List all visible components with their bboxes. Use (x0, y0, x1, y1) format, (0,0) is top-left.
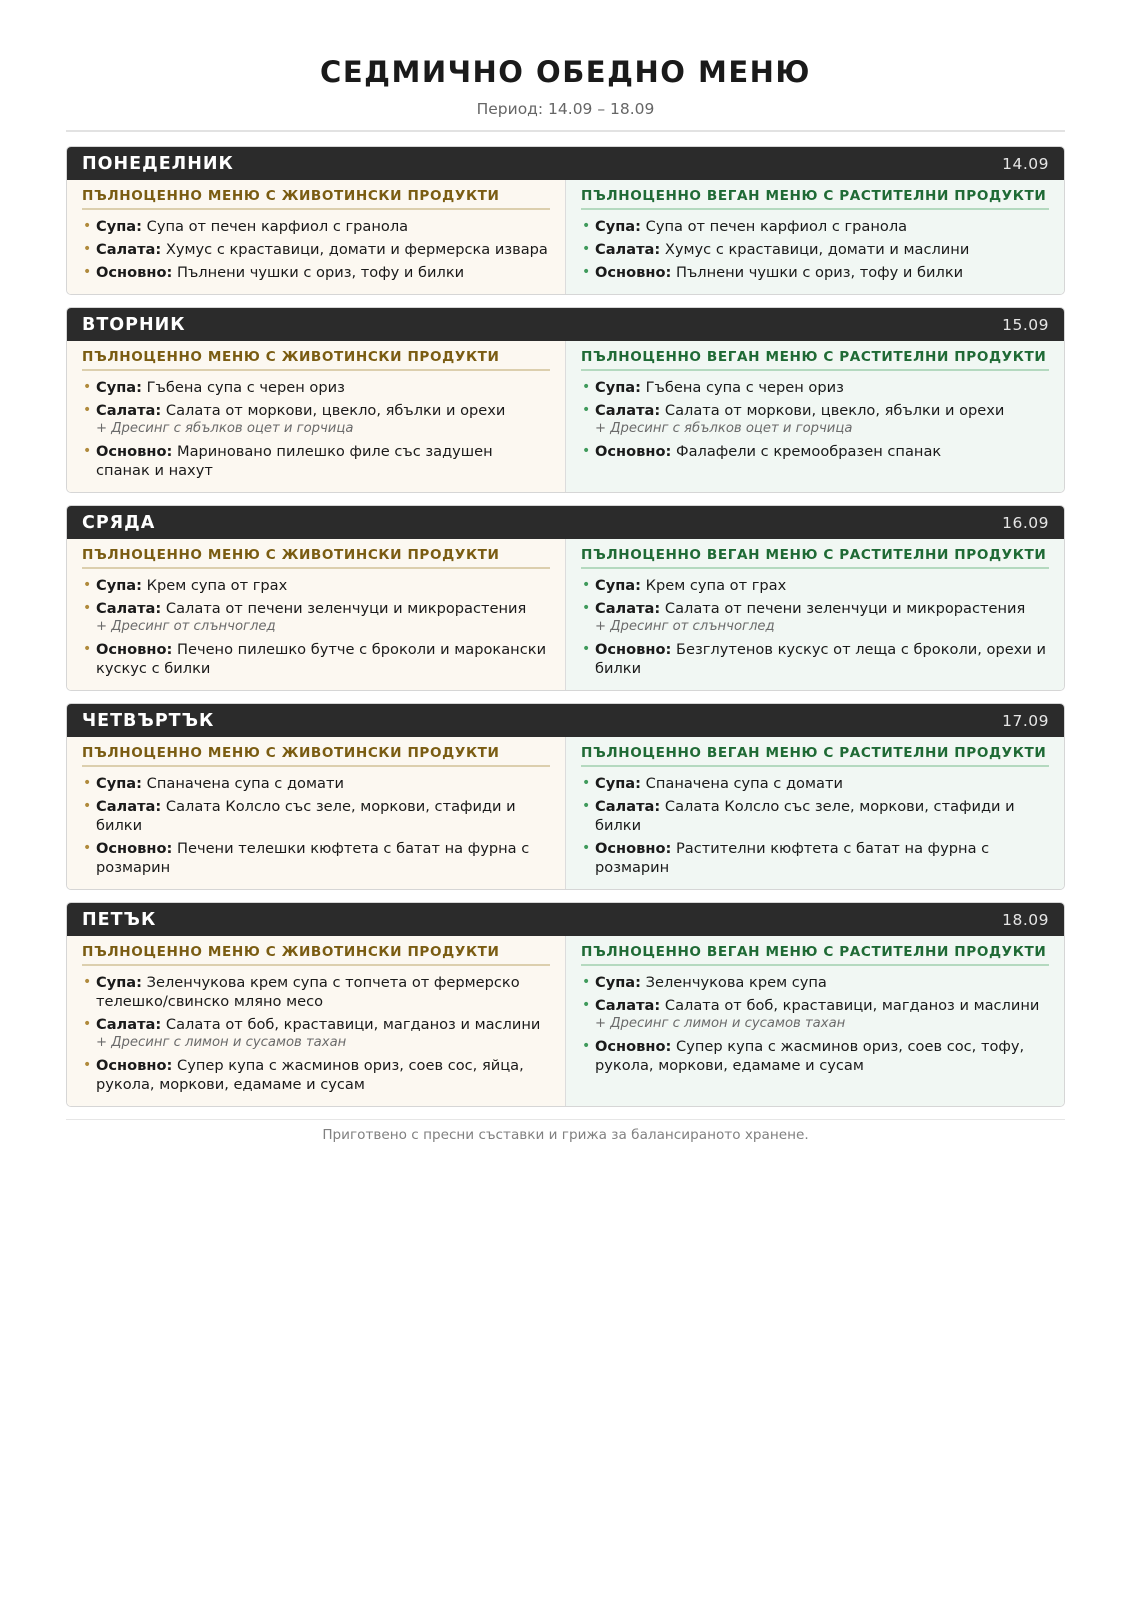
soup-label: Супа: (595, 775, 641, 792)
bullet-icon: • (83, 577, 92, 593)
page-header (0, 0, 1131, 120)
footer-note: Приготвено с пресни съставки и грижа за балансираното хранене. (322, 1127, 809, 1143)
soup-dish: Зеленчукова крем супа с топчета от фермерско телешко/свинско мляно месо (96, 974, 520, 1010)
main-item (82, 1056, 550, 1094)
main-label: Основно: (96, 443, 173, 460)
day-date: 18.09 (1002, 910, 1049, 929)
bullet-icon: • (83, 1057, 92, 1073)
salad-dish: Салата от боб, краставици, магданоз и маслини (664, 997, 1040, 1014)
menu-columns (67, 539, 1064, 690)
salad-dish: Салата от боб, краставици, магданоз и маслини (165, 1016, 541, 1033)
vegan-menu-title: ПЪЛНОЦЕННО ВЕГАН МЕНЮ С РАСТИТЕЛНИ ПРОДУКТИ (581, 547, 1049, 569)
bullet-icon: • (582, 775, 591, 791)
main-item (581, 442, 1049, 461)
soup-label: Супа: (96, 379, 142, 396)
bullet-icon: • (83, 241, 92, 257)
soup-item (82, 774, 550, 793)
bullet-icon: • (83, 402, 92, 418)
soup-label: Супа: (595, 577, 641, 594)
soup-item (581, 217, 1049, 236)
salad-dish: Салата от моркови, цвекло, ябълки и орехи (165, 402, 506, 419)
main-label: Основно: (96, 840, 173, 857)
day-name: ПЕТЪК (82, 909, 157, 930)
soup-item (581, 973, 1049, 992)
day-header (67, 903, 1064, 936)
main-label: Основно: (595, 264, 672, 281)
menu-columns (67, 180, 1064, 294)
salad-label: Салата: (595, 997, 661, 1014)
salad-item (82, 240, 550, 259)
animal-menu-title: ПЪЛНОЦЕННО МЕНЮ С ЖИВОТИНСКИ ПРОДУКТИ (82, 349, 550, 371)
dressing-note: + Дресинг с ябълков оцет и горчица (595, 421, 853, 436)
salad-item (581, 996, 1049, 1033)
salad-dish: Салата Колсло със зеле, моркови, стафиди и билки (595, 798, 1015, 834)
salad-label: Салата: (96, 241, 162, 258)
header-divider (66, 130, 1065, 132)
day-card (66, 146, 1065, 295)
bullet-icon: • (582, 974, 591, 990)
main-item (581, 640, 1049, 678)
main-dish: Фалафели с кремообразен спанак (676, 443, 942, 460)
day-name: ВТОРНИК (82, 314, 186, 335)
bullet-icon: • (83, 600, 92, 616)
soup-item (581, 774, 1049, 793)
bullet-icon: • (83, 775, 92, 791)
salad-label: Салата: (595, 241, 661, 258)
menu-columns (67, 936, 1064, 1106)
main-dish: Печено пилешко бутче с броколи и марокански кускус с билки (96, 641, 547, 677)
bullet-icon: • (582, 443, 591, 459)
salad-dish: Салата от печени зеленчуци и микрорастения (664, 600, 1026, 617)
day-header (67, 147, 1064, 180)
salad-item (581, 797, 1049, 835)
soup-dish: Супа от печен карфиол с гранола (146, 218, 409, 235)
salad-dish: Хумус с краставици, домати и маслини (664, 241, 970, 258)
main-label: Основно: (96, 264, 173, 281)
main-label: Основно: (595, 840, 672, 857)
bullet-icon: • (582, 641, 591, 657)
main-dish: Мариновано пилешко филе със задушен спанак и нахут (96, 443, 493, 479)
bullet-icon: • (83, 264, 92, 280)
salad-label: Салата: (595, 798, 661, 815)
salad-label: Салата: (96, 600, 162, 617)
vegan-menu-column (566, 341, 1064, 492)
day-header (67, 308, 1064, 341)
bullet-icon: • (83, 1016, 92, 1032)
salad-item (82, 797, 550, 835)
menu-columns (67, 737, 1064, 889)
day-date: 14.09 (1002, 154, 1049, 173)
bullet-icon: • (582, 264, 591, 280)
animal-menu-title: ПЪЛНОЦЕННО МЕНЮ С ЖИВОТИНСКИ ПРОДУКТИ (82, 188, 550, 210)
vegan-menu-column (566, 539, 1064, 690)
soup-label: Супа: (96, 218, 142, 235)
bullet-icon: • (582, 997, 591, 1013)
main-dish: Пълнени чушки с ориз, тофу и билки (676, 264, 964, 281)
soup-item (581, 378, 1049, 397)
day-card (66, 703, 1065, 890)
soup-label: Супа: (96, 974, 142, 991)
salad-label: Салата: (595, 402, 661, 419)
bullet-icon: • (83, 379, 92, 395)
main-dish: Супер купа с жасминов ориз, соев сос, яйца, рукола, моркови, едамаме и сусам (96, 1057, 524, 1093)
main-dish: Растителни кюфтета с батат на фурна с розмарин (595, 840, 990, 876)
salad-item (82, 599, 550, 636)
bullet-icon: • (582, 218, 591, 234)
bullet-icon: • (582, 1038, 591, 1054)
bullet-icon: • (582, 241, 591, 257)
salad-label: Салата: (96, 1016, 162, 1033)
soup-label: Супа: (595, 974, 641, 991)
soup-dish: Крем супа от грах (645, 577, 787, 594)
soup-dish: Зеленчукова крем супа (645, 974, 827, 991)
bullet-icon: • (582, 402, 591, 418)
day-card (66, 902, 1065, 1107)
salad-item (581, 599, 1049, 636)
soup-item (581, 576, 1049, 595)
bullet-icon: • (582, 840, 591, 856)
animal-menu-title: ПЪЛНОЦЕННО МЕНЮ С ЖИВОТИНСКИ ПРОДУКТИ (82, 547, 550, 569)
main-item (82, 640, 550, 678)
salad-dish: Салата от моркови, цвекло, ябълки и орехи (664, 402, 1005, 419)
soup-dish: Спаначена супа с домати (645, 775, 843, 792)
salad-item (82, 1015, 550, 1052)
dressing-note: + Дресинг с лимон и сусамов тахан (96, 1035, 347, 1050)
main-item (82, 263, 550, 282)
bullet-icon: • (582, 798, 591, 814)
bullet-icon: • (582, 577, 591, 593)
day-card (66, 505, 1065, 691)
bullet-icon: • (582, 379, 591, 395)
day-name: ЧЕТВЪРТЪК (82, 710, 215, 731)
day-name: ПОНЕДЕЛНИК (82, 153, 234, 174)
animal-menu-column (67, 539, 566, 690)
animal-menu-title: ПЪЛНОЦЕННО МЕНЮ С ЖИВОТИНСКИ ПРОДУКТИ (82, 745, 550, 767)
vegan-menu-title: ПЪЛНОЦЕННО ВЕГАН МЕНЮ С РАСТИТЕЛНИ ПРОДУКТИ (581, 944, 1049, 966)
bullet-icon: • (83, 798, 92, 814)
main-dish: Пълнени чушки с ориз, тофу и билки (177, 264, 465, 281)
bullet-icon: • (83, 974, 92, 990)
main-dish: Печени телешки кюфтета с батат на фурна с розмарин (96, 840, 530, 876)
soup-item (82, 217, 550, 236)
animal-menu-column (67, 737, 566, 889)
vegan-menu-title: ПЪЛНОЦЕННО ВЕГАН МЕНЮ С РАСТИТЕЛНИ ПРОДУКТИ (581, 188, 1049, 210)
soup-dish: Гъбена супа с черен ориз (645, 379, 844, 396)
bullet-icon: • (83, 641, 92, 657)
soup-item (82, 378, 550, 397)
main-item (581, 263, 1049, 282)
soup-item (82, 973, 550, 1011)
soup-dish: Супа от печен карфиол с гранола (645, 218, 908, 235)
day-name: СРЯДА (82, 512, 156, 533)
main-item (82, 442, 550, 480)
salad-dish: Салата Колсло със зеле, моркови, стафиди и билки (96, 798, 516, 834)
day-header (67, 704, 1064, 737)
dressing-note: + Дресинг от слънчоглед (96, 619, 276, 634)
soup-dish: Спаначена супа с домати (146, 775, 344, 792)
soup-dish: Крем супа от грах (146, 577, 288, 594)
vegan-menu-column (566, 737, 1064, 889)
footer-divider (66, 1119, 1065, 1120)
main-item (581, 1037, 1049, 1075)
day-date: 15.09 (1002, 315, 1049, 334)
vegan-menu-title: ПЪЛНОЦЕННО ВЕГАН МЕНЮ С РАСТИТЕЛНИ ПРОДУКТИ (581, 349, 1049, 371)
period-subtitle: Период: 14.09 – 18.09 (476, 100, 655, 118)
main-label: Основно: (595, 1038, 672, 1055)
soup-label: Супа: (96, 775, 142, 792)
bullet-icon: • (83, 218, 92, 234)
salad-label: Салата: (96, 402, 162, 419)
main-label: Основно: (96, 641, 173, 658)
dressing-note: + Дресинг с ябълков оцет и горчица (96, 421, 354, 436)
main-dish: Супер купа с жасминов ориз, соев сос, тофу, рукола, моркови, едамаме и сусам (595, 1038, 1025, 1074)
dressing-note: + Дресинг от слънчоглед (595, 619, 775, 634)
salad-label: Салата: (96, 798, 162, 815)
main-item (82, 839, 550, 877)
salad-dish: Салата от печени зеленчуци и микрорастения (165, 600, 527, 617)
vegan-menu-column (566, 936, 1064, 1106)
soup-label: Супа: (595, 218, 641, 235)
bullet-icon: • (83, 840, 92, 856)
main-label: Основно: (595, 641, 672, 658)
menu-columns (67, 341, 1064, 492)
bullet-icon: • (83, 443, 92, 459)
main-item (581, 839, 1049, 877)
salad-item (581, 401, 1049, 438)
day-card (66, 307, 1065, 493)
vegan-menu-title: ПЪЛНОЦЕННО ВЕГАН МЕНЮ С РАСТИТЕЛНИ ПРОДУКТИ (581, 745, 1049, 767)
day-date: 16.09 (1002, 513, 1049, 532)
salad-item (581, 240, 1049, 259)
vegan-menu-column (566, 180, 1064, 294)
soup-label: Супа: (595, 379, 641, 396)
animal-menu-title: ПЪЛНОЦЕННО МЕНЮ С ЖИВОТИНСКИ ПРОДУКТИ (82, 944, 550, 966)
animal-menu-column (67, 341, 566, 492)
day-header (67, 506, 1064, 539)
salad-item (82, 401, 550, 438)
soup-label: Супа: (96, 577, 142, 594)
main-label: Основно: (595, 443, 672, 460)
bullet-icon: • (582, 600, 591, 616)
dressing-note: + Дресинг с лимон и сусамов тахан (595, 1016, 846, 1031)
soup-item (82, 576, 550, 595)
soup-dish: Гъбена супа с черен ориз (146, 379, 345, 396)
animal-menu-column (67, 936, 566, 1106)
salad-dish: Хумус с краставици, домати и фермерска извара (165, 241, 548, 258)
animal-menu-column (67, 180, 566, 294)
page-title: СЕДМИЧНО ОБЕДНО МЕНЮ (320, 55, 811, 89)
day-date: 17.09 (1002, 711, 1049, 730)
salad-label: Салата: (595, 600, 661, 617)
main-dish: Безглутенов кускус от леща с броколи, орехи и билки (595, 641, 1046, 677)
days-list (66, 146, 1065, 1107)
main-label: Основно: (96, 1057, 173, 1074)
